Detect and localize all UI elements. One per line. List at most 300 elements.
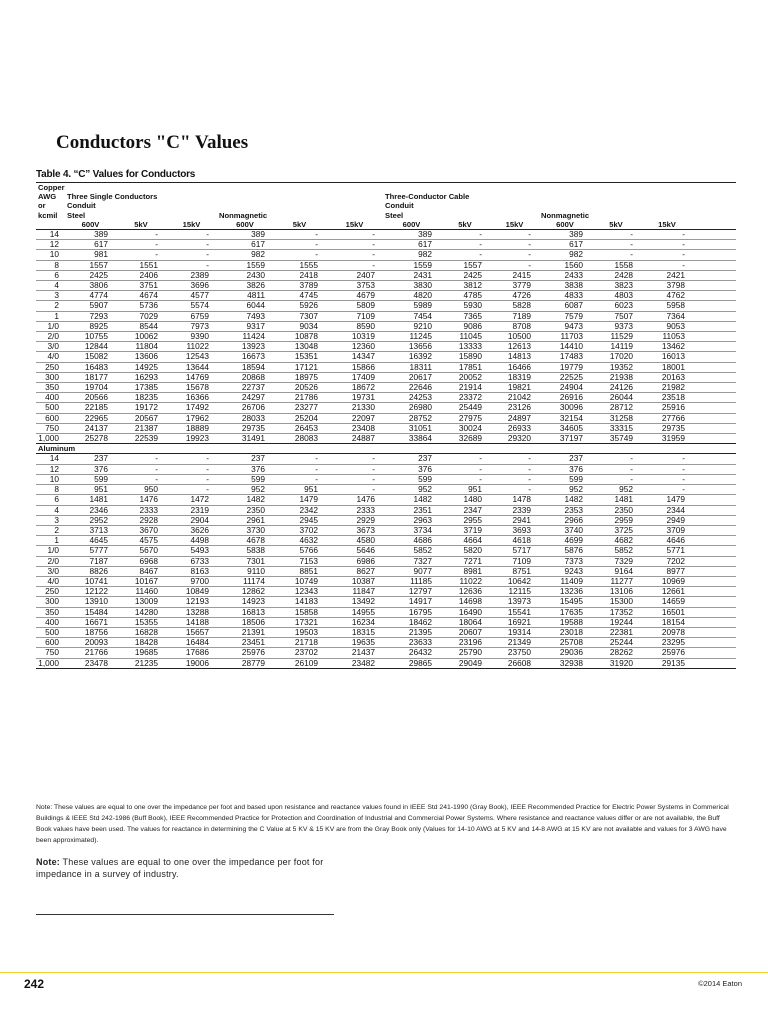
c-value-cell: 952: [539, 485, 591, 495]
c-value-cell: 19821: [490, 383, 539, 393]
c-value-cell: 2353: [539, 505, 591, 515]
col-15kv: 15kV: [326, 220, 383, 230]
c-value-cell: 6044: [217, 301, 273, 311]
c-value-cell: -: [490, 230, 539, 240]
c-value-cell: 20607: [440, 627, 490, 637]
c-value-cell: 5736: [116, 301, 166, 311]
c-value-cell: 10969: [641, 576, 693, 586]
conductor-size-cell: 1,000: [36, 434, 65, 444]
three-single-conductors-label: Three Single Conductors: [67, 192, 158, 202]
c-value-cell: 29865: [383, 658, 440, 668]
c-value-cell: 12193: [166, 597, 217, 607]
c-value-cell: 12543: [166, 352, 217, 362]
c-value-cell: 9077: [383, 566, 440, 576]
aluminum-label: Aluminum: [36, 444, 736, 454]
c-value-cell: 17121: [273, 362, 326, 372]
c-value-cell: 14347: [326, 352, 383, 362]
c-value-cell: -: [591, 454, 641, 464]
c-value-cell: 19006: [166, 658, 217, 668]
copyright-text: ©2014 Eaton: [698, 979, 742, 988]
table-row: [36, 321, 736, 331]
c-value-cell: 3709: [641, 525, 693, 535]
table-row: [36, 464, 736, 474]
nonmagnetic-label-left: Nonmagnetic: [219, 210, 268, 220]
c-value-cell: 22737: [217, 383, 273, 393]
header-row-4: [36, 211, 736, 220]
c-value-cell: 2945: [273, 515, 326, 525]
c-value-cell: 16392: [383, 352, 440, 362]
c-value-cell: 12115: [490, 587, 539, 597]
table-row: [36, 658, 736, 668]
c-value-cell: 14923: [217, 597, 273, 607]
table-row: [36, 525, 736, 535]
c-value-cell: -: [326, 250, 383, 260]
c-value-cell: 16671: [65, 617, 116, 627]
c-value-cell: 23482: [326, 658, 383, 668]
c-value-cell: 3789: [273, 281, 326, 291]
conductor-size-cell: 2: [36, 525, 65, 535]
c-value-cell: 1479: [273, 495, 326, 505]
c-value-cell: 23196: [440, 638, 490, 648]
c-value-cell: 12122: [65, 587, 116, 597]
c-value-cell: 33315: [591, 423, 641, 433]
c-value-cell: 9034: [273, 321, 326, 331]
col-15kv: 15kV: [641, 220, 693, 230]
c-value-cell: 17686: [166, 648, 217, 658]
conductor-size-cell: 2: [36, 301, 65, 311]
c-value-cell: -: [490, 485, 539, 495]
c-value-cell: 21718: [273, 638, 326, 648]
c-value-cell: 1482: [539, 495, 591, 505]
c-value-cell: 5828: [490, 301, 539, 311]
c-value-cell: 12360: [326, 342, 383, 352]
c-value-cell: 19635: [326, 638, 383, 648]
c-value-cell: 2428: [591, 270, 641, 280]
steel-label-left: Steel: [67, 210, 86, 220]
col-5kv: 5kV: [116, 220, 166, 230]
conductor-size-cell: 4: [36, 281, 65, 291]
c-value-cell: 5771: [641, 546, 693, 556]
c-value-cell: 23295: [641, 638, 693, 648]
table-row: [36, 311, 736, 321]
c-value-cell: 20617: [383, 372, 440, 382]
c-value-cell: 15890: [440, 352, 490, 362]
c-value-cell: 617: [383, 240, 440, 250]
c-value-cell: 2350: [591, 505, 641, 515]
voltage-header-row: [36, 220, 736, 230]
conductor-size-cell: 3/0: [36, 342, 65, 352]
conductor-size-cell: 600: [36, 413, 65, 423]
c-value-cell: 9110: [217, 566, 273, 576]
col-600v: 600V: [539, 220, 591, 230]
c-value-cell: 13288: [166, 607, 217, 617]
col-5kv: 5kV: [273, 220, 326, 230]
c-value-cell: -: [490, 250, 539, 260]
c-value-cell: 15355: [116, 617, 166, 627]
c-value-cell: 19685: [116, 648, 166, 658]
c-value-cell: 3693: [490, 525, 539, 535]
c-value-cell: 13492: [326, 597, 383, 607]
c-value-cell: 14410: [539, 342, 591, 352]
c-value-cell: 7454: [383, 311, 440, 321]
c-value-cell: 8708: [490, 321, 539, 331]
c-value-cell: 13910: [65, 597, 116, 607]
c-value-cell: 11847: [326, 587, 383, 597]
conduit-label-left: Conduit: [67, 201, 96, 211]
c-value-cell: 15866: [326, 362, 383, 372]
c-value-cell: 35749: [591, 434, 641, 444]
c-value-cell: 22097: [326, 413, 383, 423]
c-value-cell: 23518: [641, 393, 693, 403]
c-value-cell: -: [273, 250, 326, 260]
c-value-cell: 4575: [116, 536, 166, 546]
table-row: [36, 332, 736, 342]
col-5kv: 5kV: [440, 220, 490, 230]
c-value-cell: 28033: [217, 413, 273, 423]
c-value-cell: 29036: [539, 648, 591, 658]
c-value-cell: 3702: [273, 525, 326, 535]
c-value-cell: 3798: [641, 281, 693, 291]
c-value-cell: 12613: [490, 342, 539, 352]
c-value-cell: 5926: [273, 301, 326, 311]
c-value-cell: 21395: [383, 627, 440, 637]
c-value-cell: 7029: [116, 311, 166, 321]
c-value-cell: 21235: [116, 658, 166, 668]
c-value-cell: 28752: [383, 413, 440, 423]
c-value-cell: 29049: [440, 658, 490, 668]
c-value-cell: 24253: [383, 393, 440, 403]
c-value-cell: 9053: [641, 321, 693, 331]
table-row: [36, 393, 736, 403]
c-value-cell: -: [166, 260, 217, 270]
c-value-cell: 17385: [116, 383, 166, 393]
c-value-cell: 13973: [490, 597, 539, 607]
table-row: [36, 352, 736, 362]
c-value-cell: 4811: [217, 291, 273, 301]
conductor-size-cell: 12: [36, 464, 65, 474]
c-value-cell: 376: [539, 464, 591, 474]
c-value-cell: 237: [217, 454, 273, 464]
c-value-cell: 2961: [217, 515, 273, 525]
table-row: [36, 434, 736, 444]
c-value-cell: 8977: [641, 566, 693, 576]
table-row: [36, 454, 736, 464]
conductor-size-cell: 2/0: [36, 556, 65, 566]
footnote-rule: [36, 914, 334, 915]
c-value-cell: 5852: [591, 546, 641, 556]
c-value-cell: 599: [539, 474, 591, 484]
c-value-cell: -: [440, 240, 490, 250]
c-value-cell: 617: [217, 240, 273, 250]
c-value-cell: 10741: [65, 576, 116, 586]
c-value-cell: 25278: [65, 434, 116, 444]
c-value-cell: 7373: [539, 556, 591, 566]
c-value-cell: -: [273, 474, 326, 484]
c-value-cell: 7364: [641, 311, 693, 321]
c-value-cell: 18462: [383, 617, 440, 627]
c-value-cell: 21437: [326, 648, 383, 658]
c-value-cell: -: [641, 464, 693, 474]
footnote-small: Note: These values are equal to one over the impedance per foot and based upon resistance and reactance values found in IEEE Std 241-1990 (Gray Book), IEEE Recommended Practice for Electric Power Systems in Commerical Buildings & IEEE Std 242-1986 (Buff Book), IEEE Recommended Practice for Protection and Coordination of Industrial and Commercial Power Systems. Where resistance and reactance values differ or are not available, the Buff Book values have been used. The values for reactance in determining the C Value at 5 KV & 15 KV are from the Gray Book only (Values for 14-10 AWG at 5 KV and 14-8 AWG at 15 KV are not available and values for 3 AWG have been approximated).: [36, 804, 729, 844]
c-value-cell: 19779: [539, 362, 591, 372]
c-value-cell: 25708: [539, 638, 591, 648]
c-value-cell: 10642: [490, 576, 539, 586]
c-value-cell: 952: [591, 485, 641, 495]
c-value-cell: 5574: [166, 301, 217, 311]
c-value-cell: 4678: [217, 536, 273, 546]
c-value-cell: -: [326, 485, 383, 495]
c-value-cell: 15541: [490, 607, 539, 617]
c-value-cell: -: [166, 464, 217, 474]
c-value-cell: 19923: [166, 434, 217, 444]
c-value-cell: 6968: [116, 556, 166, 566]
conductor-size-cell: 300: [36, 372, 65, 382]
c-value-cell: -: [440, 454, 490, 464]
c-value-cell: 15657: [166, 627, 217, 637]
c-value-cell: 28712: [591, 403, 641, 413]
c-value-cell: 31051: [383, 423, 440, 433]
c-value-cell: 11424: [217, 332, 273, 342]
c-value-cell: 3826: [217, 281, 273, 291]
c-value-cell: 4762: [641, 291, 693, 301]
c-value-cell: 982: [383, 250, 440, 260]
c-value-cell: 19244: [591, 617, 641, 627]
conductor-size-cell: 1: [36, 536, 65, 546]
c-value-cell: -: [490, 454, 539, 464]
c-value-cell: 2425: [440, 270, 490, 280]
c-value-cell: 3838: [539, 281, 591, 291]
footnote-note: [36, 856, 346, 880]
c-value-cell: 12343: [273, 587, 326, 597]
c-value-cell: 5777: [65, 546, 116, 556]
c-value-cell: 16013: [641, 352, 693, 362]
c-value-cell: 14769: [166, 372, 217, 382]
c-value-cell: 22539: [116, 434, 166, 444]
c-value-cell: 11185: [383, 576, 440, 586]
c-value-cell: 20526: [273, 383, 326, 393]
c-value-cell: 16293: [116, 372, 166, 382]
c-value-cell: 4618: [490, 536, 539, 546]
col-15kv: 15kV: [490, 220, 539, 230]
c-value-cell: -: [440, 250, 490, 260]
c-value-cell: 7307: [273, 311, 326, 321]
c-value-cell: 17321: [273, 617, 326, 627]
c-value-cell: 23451: [217, 638, 273, 648]
c-value-cell: 23277: [273, 403, 326, 413]
conductor-size-cell: 750: [36, 423, 65, 433]
c-value-cell: 18672: [326, 383, 383, 393]
c-value-cell: 11460: [116, 587, 166, 597]
c-value-cell: 2941: [490, 515, 539, 525]
c-value-cell: 11245: [383, 332, 440, 342]
c-value-cell: 2319: [166, 505, 217, 515]
c-value-cell: 7579: [539, 311, 591, 321]
table-row: [36, 576, 736, 586]
c-value-cell: -: [116, 464, 166, 474]
c-value-cell: 2344: [641, 505, 693, 515]
conductor-size-cell: 14: [36, 454, 65, 464]
c-value-cell: 20978: [641, 627, 693, 637]
table-row: [36, 260, 736, 270]
table-row: [36, 270, 736, 280]
c-value-cell: 7973: [166, 321, 217, 331]
c-value-cell: 1481: [65, 495, 116, 505]
table-row: [36, 485, 736, 495]
conductor-size-cell: 4: [36, 505, 65, 515]
c-value-cell: 30096: [539, 403, 591, 413]
c-value-cell: 16490: [440, 607, 490, 617]
c-value-cell: -: [591, 230, 641, 240]
c-value-cell: 10500: [490, 332, 539, 342]
col-600v: 600V: [383, 220, 440, 230]
c-value-cell: 2389: [166, 270, 217, 280]
c-value-cell: 2406: [116, 270, 166, 280]
c-value-cell: 26706: [217, 403, 273, 413]
c-value-cell: 1476: [116, 495, 166, 505]
c-value-cell: 21766: [65, 648, 116, 658]
conductor-size-cell: 1/0: [36, 321, 65, 331]
c-value-cell: 4774: [65, 291, 116, 301]
c-value-cell: 17851: [440, 362, 490, 372]
c-value-cell: 25449: [440, 403, 490, 413]
table-row: [36, 250, 736, 260]
conductor-size-cell: 4/0: [36, 576, 65, 586]
header-row-3: [36, 201, 736, 210]
c-value-cell: 5958: [641, 301, 693, 311]
conductor-size-cell: 1: [36, 311, 65, 321]
c-value-cell: 7293: [65, 311, 116, 321]
c-value-cell: 389: [65, 230, 116, 240]
c-value-cell: 2904: [166, 515, 217, 525]
c-value-cell: 17020: [591, 352, 641, 362]
c-value-cell: 13656: [383, 342, 440, 352]
c-value-cell: 18235: [116, 393, 166, 403]
c-value-cell: 14183: [273, 597, 326, 607]
c-value-cell: 34605: [539, 423, 591, 433]
c-value-cell: 389: [383, 230, 440, 240]
c-value-cell: 7109: [490, 556, 539, 566]
c-value-cell: 18064: [440, 617, 490, 627]
c-value-cell: 19731: [326, 393, 383, 403]
c-value-cell: 12661: [641, 587, 693, 597]
c-value-cell: 32689: [440, 434, 490, 444]
c-value-cell: 13333: [440, 342, 490, 352]
table-row: [36, 474, 736, 484]
c-value-cell: 24126: [591, 383, 641, 393]
c-value-cell: 617: [65, 240, 116, 250]
c-value-cell: 3696: [166, 281, 217, 291]
c-value-cell: -: [326, 230, 383, 240]
c-value-cell: 16828: [116, 627, 166, 637]
c-value-cell: 14119: [591, 342, 641, 352]
c-value-cell: 2421: [641, 270, 693, 280]
c-value-cell: 16795: [383, 607, 440, 617]
conductor-size-cell: 10: [36, 250, 65, 260]
conductor-size-cell: 300: [36, 597, 65, 607]
c-value-cell: 1479: [641, 495, 693, 505]
c-value-cell: -: [166, 250, 217, 260]
c-value-cell: 7189: [490, 311, 539, 321]
c-value-cell: 23126: [490, 403, 539, 413]
c-value-cell: 11804: [116, 342, 166, 352]
c-value-cell: 2949: [641, 515, 693, 525]
table-row: [36, 505, 736, 515]
c-value-cell: 8981: [440, 566, 490, 576]
c-value-cell: 6023: [591, 301, 641, 311]
col-600v: 600V: [65, 220, 116, 230]
c-value-cell: 15082: [65, 352, 116, 362]
c-value-cell: 3730: [217, 525, 273, 535]
table-row: [36, 597, 736, 607]
c-value-cell: 25976: [641, 648, 693, 658]
c-value-cell: -: [440, 464, 490, 474]
c-value-cell: 23372: [440, 393, 490, 403]
c-value-cell: 5670: [116, 546, 166, 556]
c-value-cell: 18154: [641, 617, 693, 627]
c-value-cell: 31491: [217, 434, 273, 444]
c-value-cell: 15495: [539, 597, 591, 607]
c-value-cell: 2959: [591, 515, 641, 525]
c-value-cell: 1472: [166, 495, 217, 505]
conductor-size-cell: 500: [36, 627, 65, 637]
c-value-cell: 2928: [116, 515, 166, 525]
c-value-cell: -: [641, 240, 693, 250]
c-value-cell: 2339: [490, 505, 539, 515]
c-value-cell: 982: [539, 250, 591, 260]
c-value-cell: 951: [440, 485, 490, 495]
c-value-cell: 8826: [65, 566, 116, 576]
table-row: [36, 423, 736, 433]
c-value-cell: 981: [65, 250, 116, 260]
c-value-cell: -: [166, 454, 217, 464]
c-value-cell: 8627: [326, 566, 383, 576]
c-value-cell: 17962: [166, 413, 217, 423]
c-value-cell: 1481: [591, 495, 641, 505]
c-value-cell: 4577: [166, 291, 217, 301]
c-value-cell: 28779: [217, 658, 273, 668]
c-value-cell: 13923: [217, 342, 273, 352]
c-value-cell: -: [490, 474, 539, 484]
c-value-cell: 3670: [116, 525, 166, 535]
c-value-cell: 3719: [440, 525, 490, 535]
col-15kv: 15kV: [166, 220, 217, 230]
c-value-cell: 26608: [490, 658, 539, 668]
c-value-cell: 29135: [641, 658, 693, 668]
table-row: [36, 536, 736, 546]
conductor-size-cell: 350: [36, 383, 65, 393]
c-value-cell: -: [490, 464, 539, 474]
c-value-cell: 29735: [641, 423, 693, 433]
c-value-cell: -: [641, 230, 693, 240]
c-value-cell: 12636: [440, 587, 490, 597]
c-value-cell: -: [641, 250, 693, 260]
header-row-copper: [36, 183, 736, 192]
c-value-cell: 18428: [116, 638, 166, 648]
conductor-size-cell: 1/0: [36, 546, 65, 556]
table-row: [36, 230, 736, 240]
c-value-cell: 26044: [591, 393, 641, 403]
c-value-cell: 2963: [383, 515, 440, 525]
c-value-cell: 4580: [326, 536, 383, 546]
c-value-cell: 8851: [273, 566, 326, 576]
c-value-cell: 7202: [641, 556, 693, 566]
table-row: [36, 301, 736, 311]
c-value-cell: 237: [65, 454, 116, 464]
nonmagnetic-label-right: Nonmagnetic: [541, 210, 590, 220]
c-value-cell: -: [166, 230, 217, 240]
c-value-cell: 4726: [490, 291, 539, 301]
c-value-cell: 20052: [440, 372, 490, 382]
